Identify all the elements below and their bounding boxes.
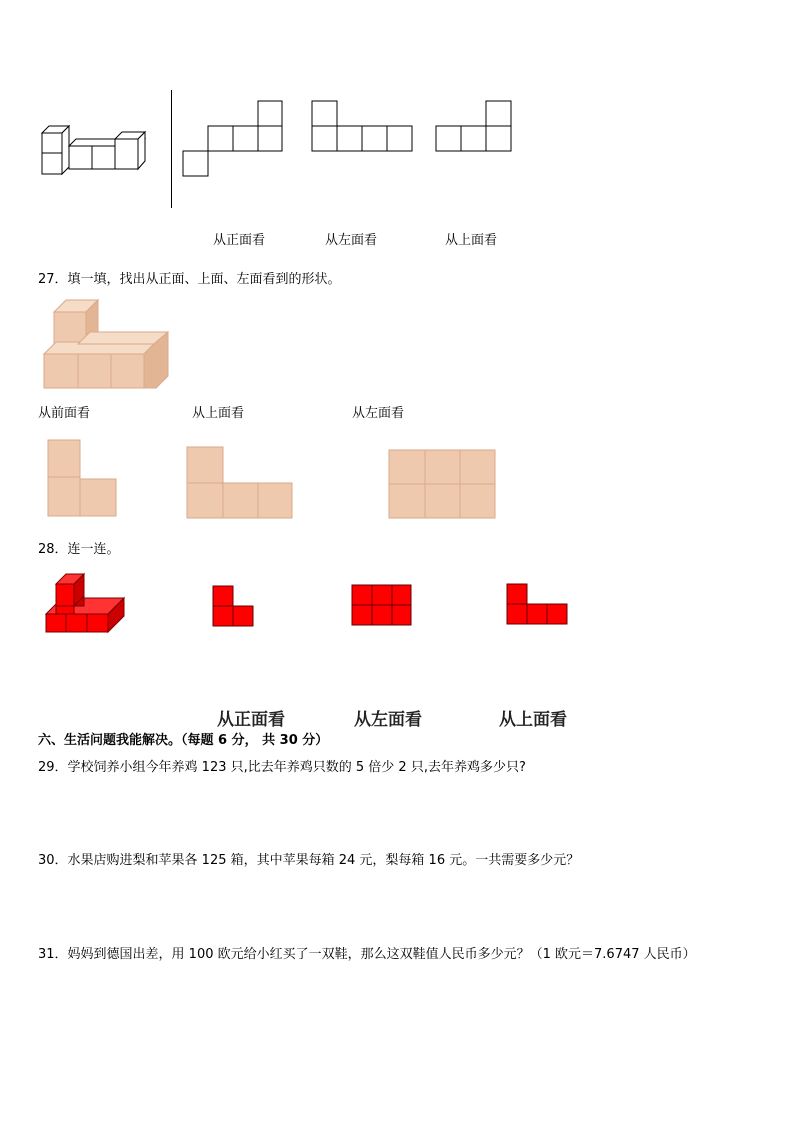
q28-red-cube-model xyxy=(46,574,126,636)
q28-label-left: 从左面看 xyxy=(354,710,422,730)
q27-label-front: 从前面看 xyxy=(38,406,91,421)
q30-text: 30．水果店购进梨和苹果各 125 箱，其中苹果每箱 24 元，梨每箱 16 元。一共需要多少元？ xyxy=(38,853,580,868)
q28-title: 28．连一连。 xyxy=(38,542,120,557)
q28-shape-c xyxy=(507,584,569,626)
q27-cube-model xyxy=(44,300,170,390)
q26-left-view-grid xyxy=(312,101,414,153)
q28-label-top: 从上面看 xyxy=(499,710,567,730)
q31-text: 31．妈妈到德国出差，用 100 欧元给小红买了一双鞋，那么这双鞋值人民币多少元？（1 欧元＝7.6747 人民币） xyxy=(38,947,696,962)
q26-label-top: 从上面看 xyxy=(445,233,498,248)
section6-heading: 六、生活问题我能解决。（每题 6 分， 共 30 分） xyxy=(38,733,329,748)
q26-label-front: 从正面看 xyxy=(213,233,266,248)
q27-label-top: 从上面看 xyxy=(192,406,245,421)
q28-label-front: 从正面看 xyxy=(217,710,285,730)
q29-text: 29．学校饲养小组今年养鸡 123 只,比去年养鸡只数的 5 倍少 2 只,去年养鸡多少只? xyxy=(38,760,526,775)
q26-front-view-grid xyxy=(183,101,283,177)
q27-title: 27．填一填，找出从正面、上面、左面看到的形状。 xyxy=(38,272,341,287)
vertical-divider xyxy=(171,90,172,208)
q28-shape-b xyxy=(352,585,413,627)
q28-shape-a xyxy=(213,586,255,628)
q27-front-view-shape xyxy=(48,440,118,518)
q26-top-view-grid xyxy=(436,101,513,153)
q27-top-view-shape xyxy=(187,447,294,520)
q26-label-left: 从左面看 xyxy=(325,233,378,248)
q27-left-view-shape xyxy=(389,450,497,520)
q27-label-left: 从左面看 xyxy=(352,406,405,421)
q26-cube-stack-drawing xyxy=(40,122,155,182)
